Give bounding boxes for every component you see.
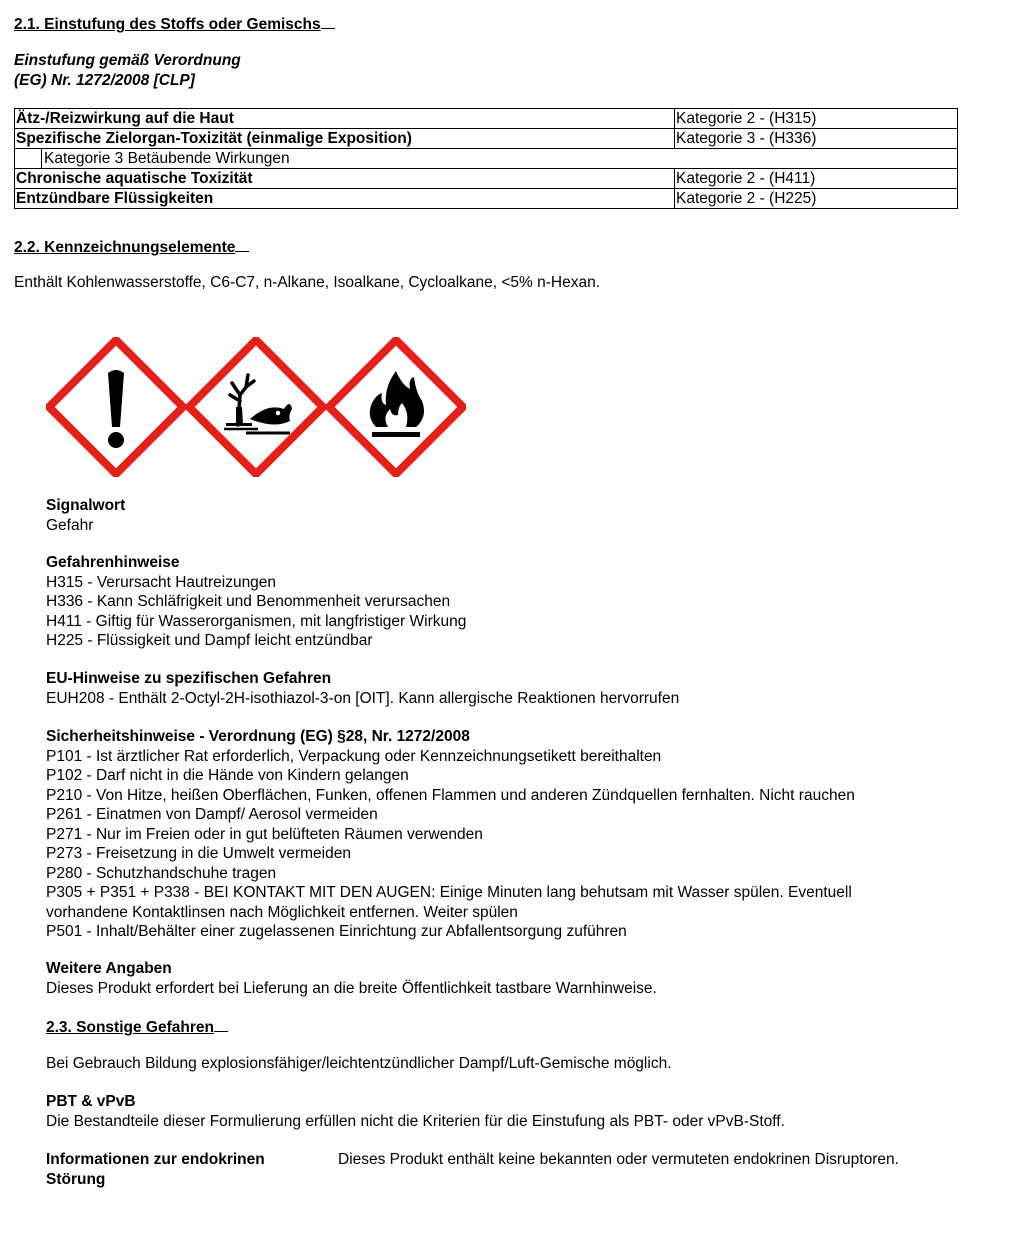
section-2-1-title-text: 2.1. Einstufung des Stoffs oder Gemischs	[14, 16, 321, 33]
list-item: H225 - Flüssigkeit und Dampf leicht entzündbar	[46, 632, 373, 649]
exclamation-mark-icon	[49, 340, 183, 474]
pbt-heading: PBT & vPvB	[46, 1093, 136, 1110]
further-info-text: Dieses Produkt erfordert bei Lieferung an die breite Öffentlichkeit tastbare Warnhinweise.	[46, 979, 657, 997]
section-2-1-title	[14, 13, 335, 35]
classification-table	[14, 108, 958, 209]
list-item: P280 - Schutzhandschuhe tragen	[46, 864, 277, 882]
table-row	[15, 169, 958, 189]
section-2-2-title-text: 2.2. Kennzeichnungselemente	[14, 239, 236, 256]
further-info-heading: Weitere Angaben	[46, 960, 172, 977]
contains-text: Enthält Kohlenwasserstoffe, C6-C7, n-Alkane, Isoalkane, Cycloalkane, <5% n-Hexan.	[14, 274, 601, 291]
endocrine-label-line2: Störung	[46, 1170, 106, 1188]
precautionary-block	[46, 727, 855, 942]
eu-statements-block	[46, 669, 679, 708]
further-info-block	[46, 959, 657, 998]
precautionary-heading: Sicherheitshinweise - Verordnung (EG) §28, Nr. 1272/2008	[46, 728, 470, 745]
hazard-class-cell: Entzündbare Flüssigkeiten	[15, 189, 675, 209]
list-item: vorhandene Kontaktlinsen nach Möglichkeit entfernen. Weiter spülen	[46, 903, 518, 921]
list-item: EUH208 - Enthält 2-Octyl-2H-isothiazol-3-on [OIT]. Kann allergische Reaktionen hervorrufen	[46, 689, 680, 707]
list-item: H411 - Giftig für Wasserorganismen, mit langfristiger Wirkung	[46, 612, 467, 630]
flame-icon	[329, 340, 463, 474]
section-2-2-title	[14, 236, 249, 258]
hazard-statements-heading: Gefahrenhinweise	[46, 554, 180, 571]
list-item: P210 - Von Hitze, heißen Oberflächen, Funken, offenen Flammen und anderen Zündquellen fernhalten. Nicht rauchen	[46, 786, 855, 804]
list-item: P261 - Einatmen von Dampf/ Aerosol vermeiden	[46, 806, 378, 823]
sub-category-text: Kategorie 3 Betäubende Wirkungen	[44, 150, 290, 167]
signal-word-heading: Signalwort	[46, 497, 126, 514]
category-cell: Kategorie 3 - (H336)	[675, 129, 958, 149]
pbt-block	[46, 1092, 785, 1131]
other-hazards-text: Bei Gebrauch Bildung explosionsfähiger/leichtentzündlicher Dampf/Luft-Gemische möglich.	[46, 1055, 672, 1072]
list-item: P273 - Freisetzung in die Umwelt vermeiden	[46, 845, 351, 862]
hazard-class-cell: Spezifische Zielorgan-Toxizität (einmalige Exposition)	[15, 129, 675, 149]
endocrine-label-line1: Informationen zur endokrinen	[46, 1151, 265, 1168]
hazard-class-cell: Ätz-/Reizwirkung auf die Haut	[15, 109, 675, 129]
hazard-class-cell: Chronische aquatische Toxizität	[15, 169, 675, 189]
table-row	[15, 109, 958, 129]
list-item: P101 - Ist ärztlicher Rat erforderlich, Verpackung oder Kennzeichnungsetikett bereithalten	[46, 747, 662, 765]
list-item: H315 - Verursacht Hautreizungen	[46, 573, 277, 591]
environment-icon	[189, 340, 323, 474]
clp-heading-line2: (EG) Nr. 1272/2008 [CLP]	[14, 72, 195, 89]
table-row	[15, 129, 958, 149]
list-item: H336 - Kann Schläfrigkeit und Benommenheit verursachen	[46, 593, 451, 610]
list-item: P102 - Darf nicht in die Hände von Kindern gelangen	[46, 767, 409, 784]
category-cell: Kategorie 2 - (H411)	[675, 169, 958, 189]
list-item: P305 + P351 + P338 - BEI KONTAKT MIT DEN AUGEN: Einige Minuten lang behutsam mit Wasser spülen. Eventuell	[46, 884, 852, 901]
ghs-pictograms	[46, 337, 466, 477]
endocrine-text: Dieses Produkt enthält keine bekannten oder vermuteten endokrinen Disruptoren.	[338, 1151, 899, 1168]
endocrine-label	[46, 1150, 265, 1189]
signal-word-value: Gefahr	[46, 516, 94, 534]
hazard-statements-block	[46, 553, 466, 651]
table-row	[15, 189, 958, 209]
list-item: P501 - Inhalt/Behälter einer zugelassenen Einrichtung zur Abfallentsorgung zuführen	[46, 923, 627, 940]
category-cell: Kategorie 2 - (H315)	[675, 109, 958, 129]
signal-word-block	[46, 496, 125, 535]
eu-statements-heading: EU-Hinweise zu spezifischen Gefahren	[46, 670, 332, 687]
category-cell: Kategorie 2 - (H225)	[675, 189, 958, 209]
section-2-3-title	[46, 1016, 228, 1038]
sub-category-cell	[15, 149, 958, 169]
table-row	[15, 149, 958, 169]
list-item: P271 - Nur im Freien oder in gut belüfteten Räumen verwenden	[46, 825, 483, 843]
clp-heading-line1: Einstufung gemäß Verordnung	[14, 52, 241, 69]
section-2-3-title-text: 2.3. Sonstige Gefahren	[46, 1019, 214, 1036]
pbt-text: Die Bestandteile dieser Formulierung erfüllen nicht die Kriterien für die Einstufung als PBT- oder vPvB-Stoff.	[46, 1112, 785, 1130]
